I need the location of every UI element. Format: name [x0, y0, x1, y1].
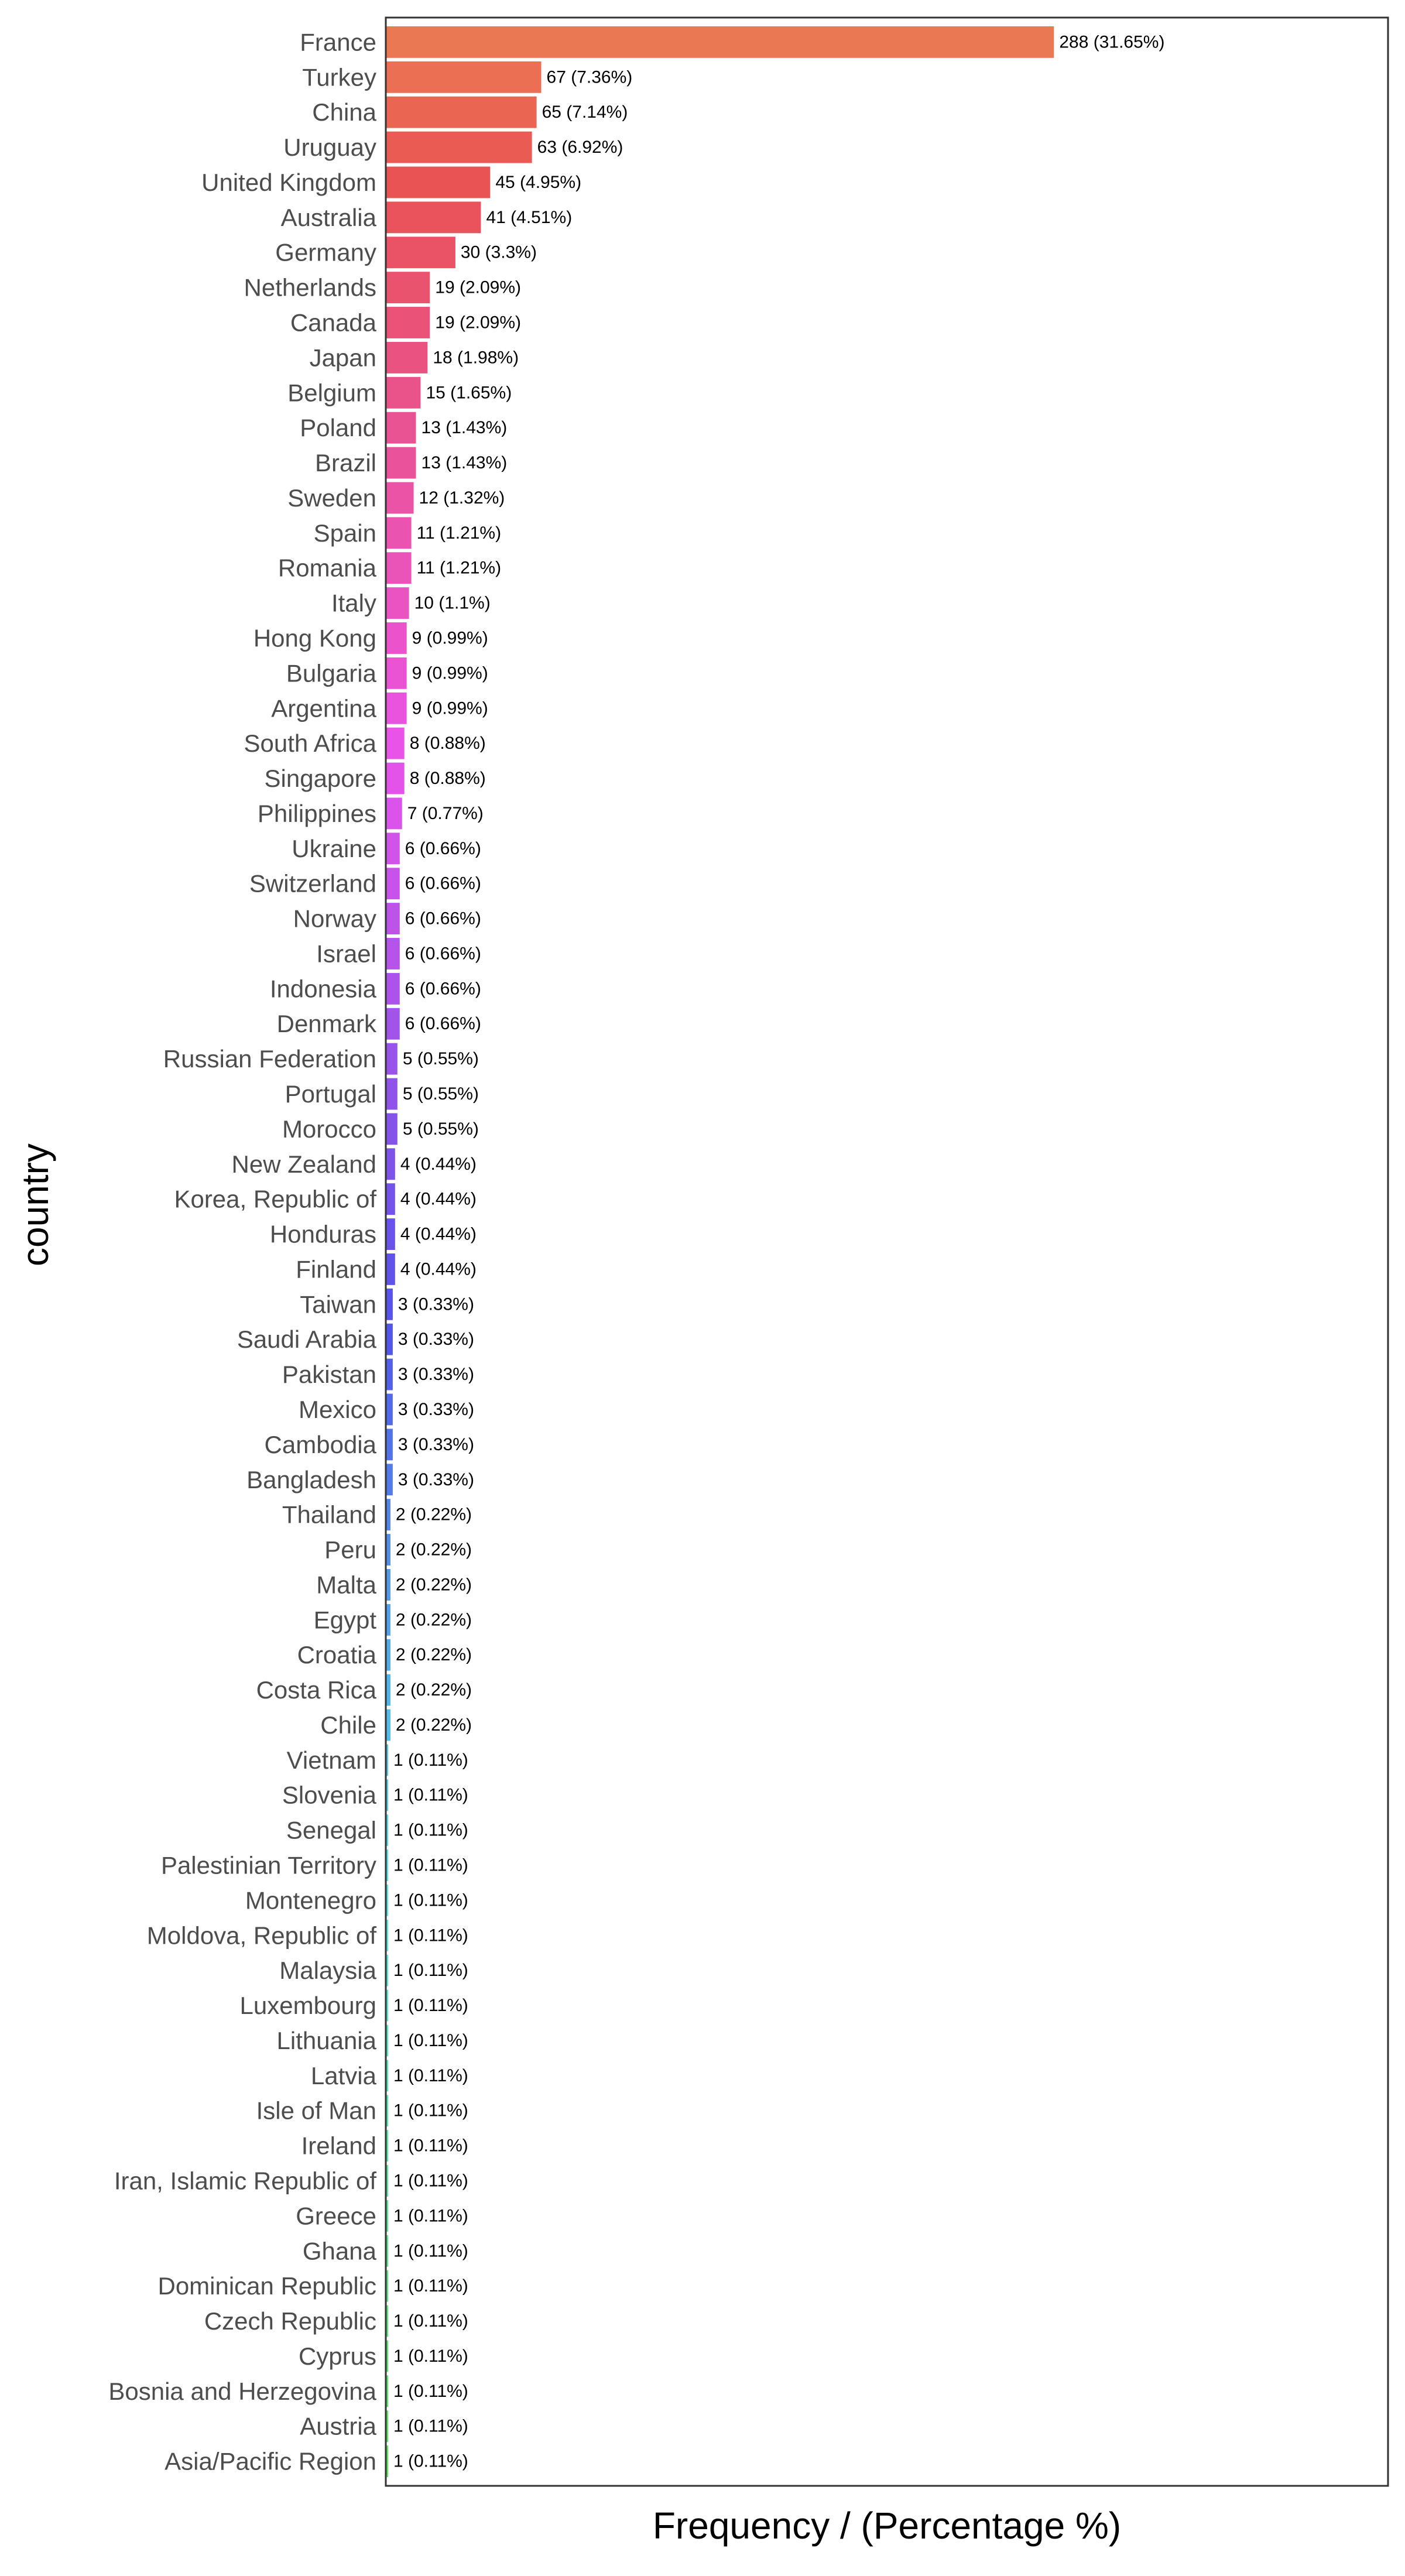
bar — [387, 1043, 397, 1075]
category-label: Poland — [300, 414, 376, 442]
category-label: Switzerland — [249, 869, 376, 898]
category-label: Japan — [309, 344, 376, 372]
data-label: 1 (0.11%) — [393, 2276, 468, 2296]
bar — [387, 1183, 395, 1215]
bar — [387, 307, 430, 338]
category-label: Korea, Republic of — [174, 1185, 376, 1213]
bar — [387, 2165, 388, 2197]
bar — [387, 412, 416, 444]
category-label: Portugal — [285, 1080, 376, 1108]
bar — [387, 447, 416, 479]
bar — [387, 552, 412, 584]
bar — [387, 1464, 393, 1495]
data-label: 6 (0.66%) — [405, 909, 481, 929]
bar — [387, 1078, 397, 1110]
category-label: Belgium — [287, 379, 376, 407]
bar — [387, 1008, 400, 1040]
bar — [387, 1849, 388, 1881]
category-label: Australia — [280, 203, 376, 231]
data-label: 6 (0.66%) — [405, 873, 481, 893]
data-label: 8 (0.88%) — [409, 769, 486, 789]
category-label: Uruguay — [283, 133, 376, 162]
bar — [387, 26, 1054, 58]
category-label: Croatia — [297, 1641, 376, 1669]
bar — [387, 1710, 390, 1741]
data-labels-group — [393, 32, 1164, 2471]
category-label: Italy — [331, 589, 376, 617]
category-label: Brazil — [314, 449, 376, 477]
bar — [387, 1674, 390, 1706]
data-label: 1 (0.11%) — [393, 2241, 468, 2261]
data-label: 1 (0.11%) — [393, 1820, 468, 1840]
category-label: Turkey — [302, 63, 376, 91]
bar — [387, 2130, 388, 2161]
category-label: Vietnam — [286, 1746, 376, 1774]
category-label: Asia/Pacific Region — [165, 2447, 376, 2475]
category-label: Chile — [320, 1711, 376, 1739]
bar — [387, 1359, 393, 1390]
bar — [387, 377, 421, 409]
category-label: Romania — [277, 554, 376, 582]
data-label: 1 (0.11%) — [393, 1996, 468, 2016]
category-label: Morocco — [282, 1115, 376, 1143]
bar — [387, 2025, 388, 2056]
category-label: Slovenia — [282, 1781, 376, 1809]
data-label: 2 (0.22%) — [395, 1610, 472, 1630]
data-label: 9 (0.99%) — [412, 663, 488, 683]
bar — [387, 1885, 388, 1916]
y-axis-title: country — [14, 1143, 56, 1266]
category-label: Thailand — [282, 1501, 376, 1529]
bar — [387, 2060, 388, 2091]
data-label: 1 (0.11%) — [393, 2311, 468, 2331]
plot-panel-border — [386, 18, 1388, 2486]
data-label: 10 (1.1%) — [414, 593, 491, 613]
data-label: 18 (1.98%) — [433, 348, 519, 368]
x-axis-title: Frequency / (Percentage %) — [652, 2505, 1122, 2547]
data-label: 7 (0.77%) — [407, 803, 484, 823]
category-label: Israel — [316, 940, 376, 968]
category-label: Taiwan — [300, 1290, 376, 1318]
category-label: Bosnia and Herzegovina — [108, 2377, 376, 2405]
bar — [387, 482, 414, 513]
category-labels-group — [108, 28, 377, 2475]
category-label: Mexico — [298, 1395, 376, 1423]
category-label: Denmark — [276, 1010, 376, 1038]
bar — [387, 272, 430, 303]
category-label: Philippines — [257, 799, 376, 827]
category-label: Saudi Arabia — [237, 1325, 376, 1354]
category-label: Latvia — [310, 2061, 376, 2089]
data-label: 3 (0.33%) — [397, 1469, 474, 1489]
bar — [387, 2095, 388, 2126]
data-label: 1 (0.11%) — [393, 2381, 468, 2401]
category-label: New Zealand — [231, 1150, 376, 1178]
category-label: Indonesia — [269, 975, 376, 1003]
bar — [387, 1429, 393, 1460]
data-label: 3 (0.33%) — [397, 1399, 474, 1419]
data-label: 4 (0.44%) — [400, 1189, 477, 1209]
category-label: Ghana — [302, 2237, 376, 2265]
category-label: Bulgaria — [286, 659, 376, 687]
category-label: Montenegro — [245, 1886, 376, 1914]
data-label: 6 (0.66%) — [405, 838, 481, 858]
category-label: Greece — [296, 2202, 376, 2230]
data-label: 5 (0.55%) — [402, 1119, 479, 1139]
data-label: 3 (0.33%) — [397, 1330, 474, 1349]
bar — [387, 1148, 395, 1180]
data-label: 4 (0.44%) — [400, 1259, 477, 1279]
bar — [387, 167, 491, 198]
data-label: 288 (31.65%) — [1059, 32, 1165, 52]
category-label: Lithuania — [276, 2026, 376, 2054]
data-label: 1 (0.11%) — [393, 2136, 468, 2156]
data-label: 2 (0.22%) — [395, 1505, 472, 1525]
data-label: 13 (1.43%) — [421, 418, 508, 438]
data-label: 1 (0.11%) — [393, 2171, 468, 2191]
data-label: 12 (1.32%) — [419, 488, 505, 508]
data-label: 2 (0.22%) — [395, 1575, 472, 1595]
data-label: 1 (0.11%) — [393, 2416, 468, 2436]
data-label: 15 (1.65%) — [426, 383, 512, 403]
data-label: 3 (0.33%) — [397, 1434, 474, 1454]
bar — [387, 2235, 388, 2267]
bar — [387, 1289, 393, 1320]
category-label: Argentina — [271, 694, 376, 722]
bar — [387, 1324, 393, 1355]
category-label: Honduras — [269, 1220, 376, 1248]
category-label: Canada — [290, 309, 376, 337]
bar — [387, 1218, 395, 1250]
category-label: Germany — [275, 238, 376, 266]
bar — [387, 763, 405, 794]
data-label: 1 (0.11%) — [393, 1855, 468, 1875]
category-label: Netherlands — [244, 273, 376, 302]
data-label: 13 (1.43%) — [421, 453, 508, 473]
bar — [387, 132, 532, 163]
category-label: Peru — [324, 1536, 376, 1564]
data-label: 3 (0.33%) — [397, 1365, 474, 1385]
bar — [387, 868, 400, 899]
data-label: 9 (0.99%) — [412, 628, 488, 648]
category-label: Spain — [313, 519, 376, 547]
category-label: Singapore — [264, 765, 376, 793]
category-label: Finland — [296, 1255, 376, 1283]
data-label: 30 (3.3%) — [460, 242, 537, 262]
category-label: Senegal — [286, 1816, 376, 1844]
data-label: 1 (0.11%) — [393, 1750, 468, 1770]
bar — [387, 2445, 388, 2477]
bar — [387, 973, 400, 1005]
data-label: 2 (0.22%) — [395, 1540, 472, 1560]
category-label: United Kingdom — [201, 168, 376, 196]
data-label: 11 (1.21%) — [416, 523, 502, 543]
category-label: Dominican Republic — [157, 2272, 376, 2300]
category-label: Pakistan — [282, 1361, 376, 1389]
data-label: 41 (4.51%) — [486, 207, 573, 227]
data-label: 4 (0.44%) — [400, 1154, 477, 1174]
bar — [387, 2270, 388, 2302]
bar — [387, 1394, 393, 1426]
data-label: 45 (4.95%) — [495, 172, 582, 192]
data-label: 2 (0.22%) — [395, 1645, 472, 1665]
data-label: 9 (0.99%) — [412, 698, 488, 718]
data-label: 63 (6.92%) — [537, 138, 623, 157]
data-label: 19 (2.09%) — [435, 313, 522, 333]
data-label: 67 (7.36%) — [546, 67, 633, 87]
bar — [387, 237, 455, 268]
data-label: 5 (0.55%) — [402, 1049, 479, 1069]
bar — [387, 728, 405, 759]
bar — [387, 2410, 388, 2442]
bar — [387, 2375, 388, 2407]
category-label: Costa Rica — [256, 1676, 376, 1704]
bar — [387, 1604, 390, 1636]
bar — [387, 1253, 395, 1285]
data-label: 1 (0.11%) — [393, 2346, 468, 2366]
data-label: 1 (0.11%) — [393, 2065, 468, 2085]
bar — [387, 342, 428, 374]
data-label: 65 (7.14%) — [542, 102, 628, 122]
bar — [387, 201, 481, 233]
category-label: Palestinian Territory — [160, 1851, 376, 1879]
category-label: Russian Federation — [163, 1045, 376, 1073]
data-label: 3 (0.33%) — [397, 1294, 474, 1314]
bar — [387, 1499, 390, 1530]
bar — [387, 1744, 388, 1776]
category-label: Czech Republic — [204, 2307, 376, 2335]
category-label: Malaysia — [279, 1957, 376, 1985]
bar — [387, 833, 400, 864]
bar — [387, 1990, 388, 2022]
category-label: Egypt — [313, 1606, 376, 1634]
data-label: 5 (0.55%) — [402, 1084, 479, 1104]
data-label: 2 (0.22%) — [395, 1680, 472, 1700]
bar — [387, 657, 407, 689]
bar — [387, 1534, 390, 1566]
data-label: 6 (0.66%) — [405, 1014, 481, 1034]
data-label: 1 (0.11%) — [393, 2206, 468, 2226]
category-label: Iran, Islamic Republic of — [114, 2167, 376, 2195]
data-label: 1 (0.11%) — [393, 1890, 468, 1910]
category-label: Norway — [293, 905, 376, 933]
bar — [387, 1113, 397, 1145]
bar — [387, 1814, 388, 1846]
data-label: 4 (0.44%) — [400, 1224, 477, 1244]
data-label: 6 (0.66%) — [405, 979, 481, 999]
bar — [387, 517, 412, 549]
data-label: 1 (0.11%) — [393, 1785, 468, 1805]
data-label: 2 (0.22%) — [395, 1715, 472, 1735]
bar — [387, 622, 407, 654]
bar — [387, 2306, 388, 2337]
data-label: 19 (2.09%) — [435, 278, 522, 297]
data-label: 1 (0.11%) — [393, 2030, 468, 2050]
bar — [387, 1569, 390, 1601]
bar — [387, 797, 402, 829]
data-label: 1 (0.11%) — [393, 1961, 468, 1981]
category-label: Luxembourg — [239, 1992, 376, 2020]
data-label: 8 (0.88%) — [409, 734, 486, 753]
category-label: Malta — [316, 1571, 376, 1599]
category-label: Cyprus — [298, 2342, 376, 2370]
category-label: Ukraine — [292, 834, 376, 862]
data-label: 11 (1.21%) — [416, 558, 502, 578]
data-label: 1 (0.11%) — [393, 2101, 468, 2121]
category-label: Bangladesh — [246, 1465, 376, 1493]
bar — [387, 938, 400, 970]
category-label: Austria — [300, 2412, 376, 2440]
category-label: France — [300, 28, 376, 56]
bar — [387, 61, 542, 93]
bar — [387, 1955, 388, 1986]
bar — [387, 1920, 388, 1951]
data-label: 1 (0.11%) — [393, 1926, 468, 1945]
category-label: Isle of Man — [256, 2097, 376, 2125]
bar — [387, 693, 407, 724]
category-label: Moldova, Republic of — [146, 1921, 376, 1950]
category-label: Cambodia — [264, 1430, 376, 1458]
category-label: Ireland — [301, 2132, 376, 2160]
bar — [387, 1639, 390, 1671]
category-label: China — [312, 98, 376, 126]
data-label: 1 (0.11%) — [393, 2451, 468, 2471]
bar — [387, 97, 537, 128]
bar — [387, 903, 400, 934]
category-label: Sweden — [287, 484, 376, 512]
data-label: 6 (0.66%) — [405, 944, 481, 964]
bar — [387, 587, 409, 619]
category-label: Hong Kong — [253, 624, 376, 652]
category-label: South Africa — [244, 729, 376, 758]
bar — [387, 2340, 388, 2372]
bar — [387, 2200, 388, 2232]
bar — [387, 1779, 388, 1811]
